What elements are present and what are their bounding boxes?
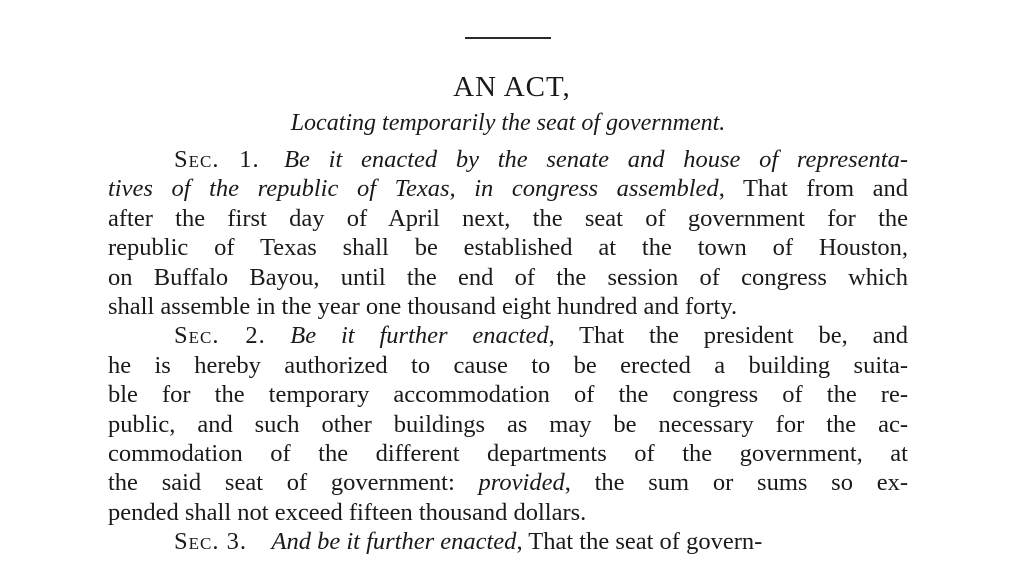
text-line <box>108 263 908 292</box>
roman-text: republic of Texas shall be established at the town of Houston, <box>108 234 908 262</box>
text-line <box>108 410 908 439</box>
roman-text: , That the president be, and <box>548 322 908 350</box>
italic-text: provided <box>478 469 565 497</box>
roman-text: public, and such other buildings as may be necessary for the ac- <box>108 410 908 438</box>
act-body <box>108 145 908 557</box>
roman-text: shall assemble in the year one thousand eight hundred and forty. <box>108 292 738 320</box>
act-title: AN ACT, <box>453 71 571 103</box>
italic-text: tives of the republic of Texas, in congress assembled <box>108 175 719 203</box>
roman-text: , That from and <box>718 175 908 203</box>
section-start-line <box>108 527 908 556</box>
roman-text: he is hereby authorized to cause to be erected a building suita- <box>108 351 908 379</box>
italic-text: Be it further enacted <box>290 322 549 350</box>
italic-text: And be it further enacted <box>271 528 517 556</box>
text-line <box>108 233 908 262</box>
text-line <box>108 174 908 203</box>
text-line <box>108 204 908 233</box>
italic-text: Be it enacted by the senate and house of representa- <box>284 146 908 173</box>
roman-text: , the sum or sums so ex- <box>564 469 908 497</box>
text-line <box>108 292 908 321</box>
roman-text: commodation of the different departments of the government, at <box>108 439 908 467</box>
text-line <box>108 468 908 497</box>
top-rule <box>465 37 551 39</box>
text-line <box>108 498 908 527</box>
roman-text: the said seat of government: <box>108 469 479 497</box>
section-label: Sec. 3. <box>174 528 247 556</box>
text-line <box>108 380 908 409</box>
roman-text: on Buffalo Bayou, until the end of the session of congress which <box>108 263 908 291</box>
section-label: Sec. 2. <box>174 322 266 350</box>
section-label: Sec. 1. <box>174 146 260 173</box>
section-start-line <box>108 321 908 350</box>
roman-text: ble for the temporary accommodation of the congress of the re- <box>108 381 908 409</box>
roman-text: , That the seat of govern- <box>516 528 763 556</box>
text-line <box>108 351 908 380</box>
act-subtitle: Locating temporarily the seat of government. <box>290 110 726 136</box>
text-line <box>108 439 908 468</box>
roman-text: pended shall not exceed fifteen thousand dollars. <box>108 498 587 526</box>
section-start-line <box>108 145 908 174</box>
roman-text: after the first day of April next, the seat of government for the <box>108 204 908 232</box>
